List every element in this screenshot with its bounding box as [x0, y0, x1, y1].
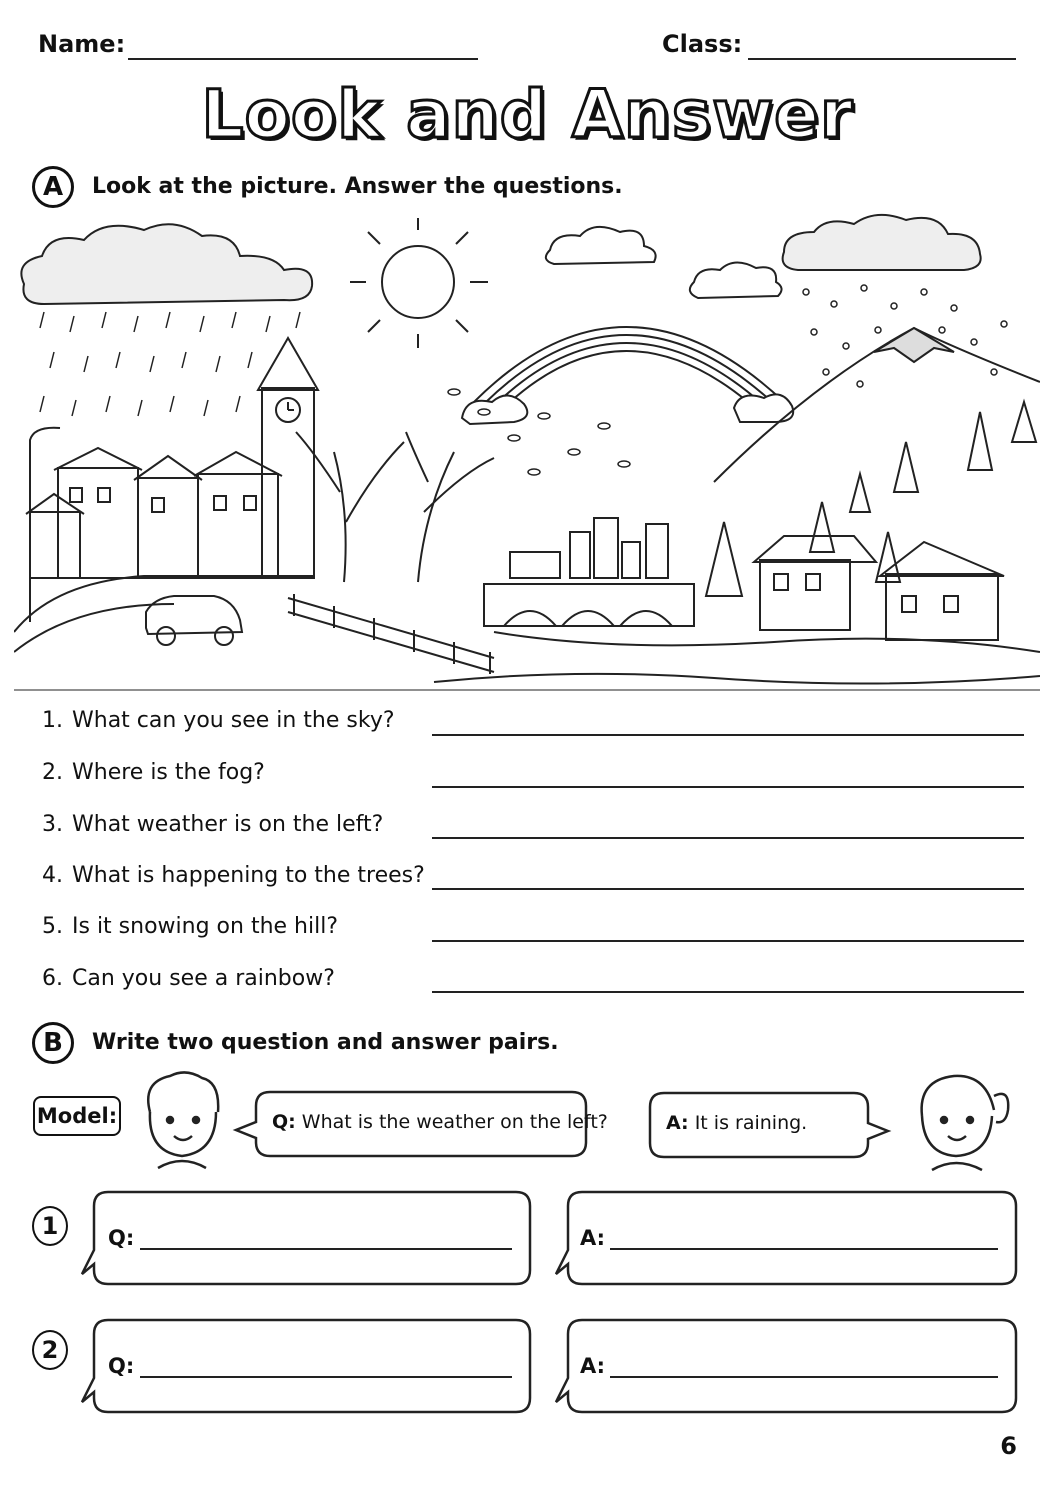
pair-1-question-line[interactable]: [140, 1248, 512, 1250]
pair-1-answer-line[interactable]: [610, 1248, 998, 1250]
class-label: Class:: [662, 30, 743, 58]
cloud-icon: [546, 227, 656, 264]
pair-2-answer-bubble: [552, 1318, 1020, 1414]
section-b-badge: B: [32, 1022, 74, 1064]
pair-1-a-label: A:: [580, 1226, 606, 1250]
river-icon: [494, 632, 1040, 652]
sun-icon: [350, 218, 488, 348]
fence-icon: [288, 594, 494, 674]
pair-2-question-line[interactable]: [140, 1376, 512, 1378]
answer-line-2[interactable]: [432, 786, 1024, 788]
question-3: 3. What weather is on the left?: [42, 812, 384, 837]
model-answer-text: A: It is raining.: [666, 1112, 808, 1134]
model-label: Model:: [33, 1096, 121, 1136]
name-label: Name:: [38, 30, 126, 58]
pair-2-answer-line[interactable]: [610, 1376, 998, 1378]
class-field-line[interactable]: [748, 58, 1016, 60]
answer-line-4[interactable]: [432, 888, 1024, 890]
question-4: 4. What is happening to the trees?: [42, 863, 425, 888]
boy-icon: [136, 1068, 228, 1172]
question-1: 1. What can you see in the sky?: [42, 708, 395, 733]
model-question-text: Q: What is the weather on the left?: [272, 1111, 608, 1133]
answer-line-6[interactable]: [432, 991, 1024, 993]
pair-1-answer-bubble: [552, 1190, 1020, 1286]
page-number: 6: [1000, 1432, 1017, 1460]
pair-1-badge: 1: [32, 1206, 68, 1246]
section-a-instruction: Look at the picture. Answer the questions.: [92, 174, 623, 199]
snow-cloud-icon: [783, 215, 981, 270]
pair-2-question-bubble: [78, 1318, 534, 1414]
question-2: 2. Where is the fog?: [42, 760, 265, 785]
pair-1-question-bubble: [78, 1190, 534, 1286]
house-icon: [754, 536, 1004, 640]
answer-line-3[interactable]: [432, 837, 1024, 839]
pair-2-a-label: A:: [580, 1354, 606, 1378]
street-lamp-icon: [30, 428, 60, 622]
rain-cloud-icon: [21, 224, 312, 304]
page-title: Look and Answer: [201, 76, 854, 153]
question-5: 5. Is it snowing on the hill?: [42, 914, 338, 939]
city-skyline-icon: [510, 518, 668, 578]
town-buildings-icon: [26, 448, 282, 578]
name-field-line[interactable]: [128, 58, 478, 60]
pair-1-q-label: Q:: [108, 1226, 135, 1250]
weather-scene-illustration: [14, 212, 1040, 696]
clock-tower-icon: [258, 338, 318, 578]
section-a-badge: A: [32, 166, 74, 208]
cloud-icon: [690, 262, 782, 298]
pair-2-badge: 2: [32, 1330, 68, 1370]
question-6: 6. Can you see a rainbow?: [42, 966, 335, 991]
answer-line-1[interactable]: [432, 734, 1024, 736]
girl-icon: [910, 1066, 1016, 1172]
windy-tree-icon: [296, 432, 494, 582]
pair-2-q-label: Q:: [108, 1354, 135, 1378]
bridge-icon: [484, 584, 694, 626]
section-b-instruction: Write two question and answer pairs.: [92, 1030, 559, 1055]
answer-line-5[interactable]: [432, 940, 1024, 942]
rainbow-icon: [462, 327, 793, 424]
pine-tree-icon: [706, 402, 1036, 596]
